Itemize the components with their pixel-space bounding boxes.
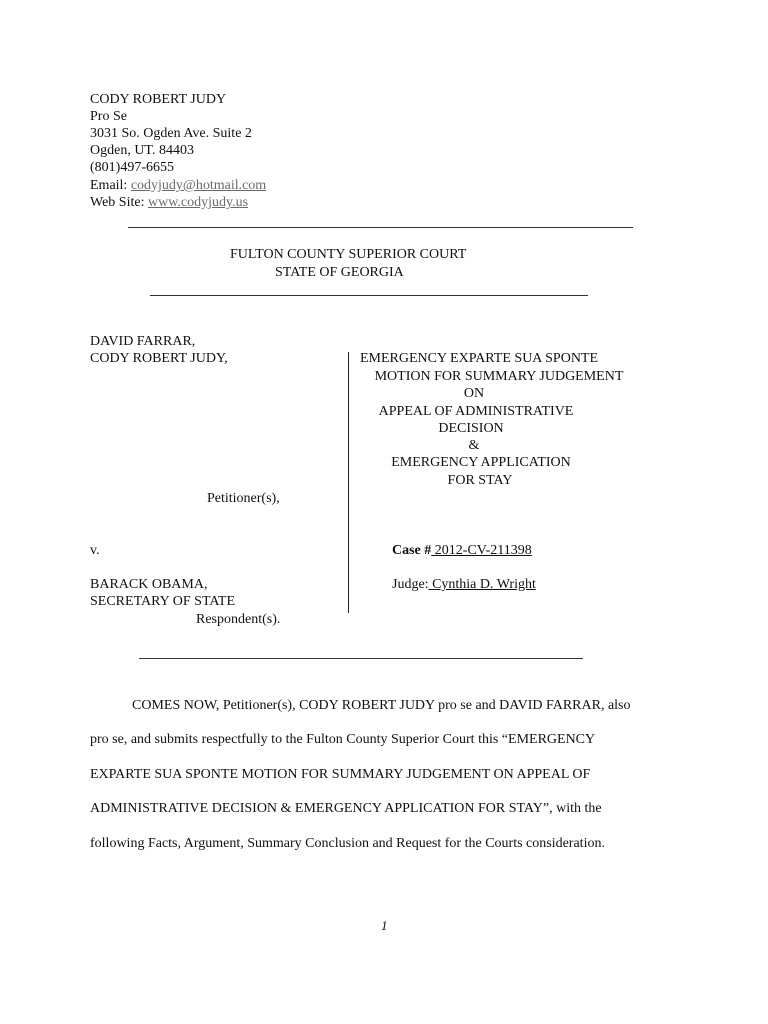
filer-email-row: [90, 177, 266, 194]
judge-row: [392, 576, 536, 593]
court-divider: [150, 295, 588, 296]
court-name: FULTON COUNTY SUPERIOR COURT: [230, 247, 467, 262]
body-line: ADMINISTRATIVE DECISION & EMERGENCY APPLICATION FOR STAY”, with the: [90, 801, 602, 816]
judge-label: Judge:: [392, 577, 429, 592]
website-link[interactable]: www.codyjudy.us: [147, 195, 249, 210]
filer-name: CODY ROBERT JUDY: [90, 92, 227, 107]
filer-status: Pro Se: [90, 109, 127, 124]
motion-title-line: EMERGENCY EXPARTE SUA SPONTE: [359, 351, 599, 366]
motion-title-line: ON: [463, 386, 485, 401]
body-line: pro se, and submits respectfully to the Fulton County Superior Court this “EMERGENCY: [90, 732, 596, 747]
respondent-2: SECRETARY OF STATE: [90, 594, 236, 609]
respondent-label: Respondent(s).: [196, 612, 281, 627]
filer-address-line1: 3031 So. Ogden Ave. Suite 2: [90, 126, 252, 141]
motion-title-line: MOTION FOR SUMMARY JUDGEMENT: [374, 369, 624, 384]
motion-title-line: EMERGENCY APPLICATION: [391, 455, 571, 470]
respondent-1: BARACK OBAMA,: [90, 577, 208, 592]
email-label: Email:: [90, 178, 128, 193]
petitioner-1: DAVID FARRAR,: [90, 334, 196, 349]
petitioner-label: Petitioner(s),: [207, 491, 280, 506]
email-link[interactable]: codyjudy@hotmail.com: [130, 178, 267, 193]
court-state: STATE OF GEORGIA: [275, 265, 404, 280]
case-label: Case #: [392, 543, 432, 558]
page-number: 1: [381, 918, 388, 933]
motion-title-line: DECISION: [438, 421, 504, 436]
header-divider: [128, 227, 633, 228]
filer-address-line2: Ogden, UT. 84403: [90, 143, 194, 158]
case-number: 2012-CV-211398: [431, 543, 532, 558]
versus: v.: [90, 543, 100, 558]
body-line: COMES NOW, Petitioner(s), CODY ROBERT JUDY pro se and DAVID FARRAR, also: [132, 698, 631, 713]
case-number-row: [392, 542, 532, 559]
motion-title-line: &: [468, 438, 480, 453]
body-line: EXPARTE SUA SPONTE MOTION FOR SUMMARY JUDGEMENT ON APPEAL OF: [90, 767, 591, 782]
petitioner-2: CODY ROBERT JUDY,: [90, 351, 228, 366]
caption-bottom-divider: [139, 658, 583, 659]
motion-title-line: FOR STAY: [447, 473, 513, 488]
filer-website-row: [90, 194, 248, 211]
judge-name: Cynthia D. Wright: [428, 577, 536, 592]
website-label: Web Site:: [90, 195, 145, 210]
motion-title-line: APPEAL OF ADMINISTRATIVE: [378, 404, 574, 419]
body-line: following Facts, Argument, Summary Conclusion and Request for the Courts consideration.: [90, 836, 605, 851]
caption-vertical-divider: [348, 352, 349, 613]
filer-phone: (801)497-6655: [90, 160, 174, 175]
